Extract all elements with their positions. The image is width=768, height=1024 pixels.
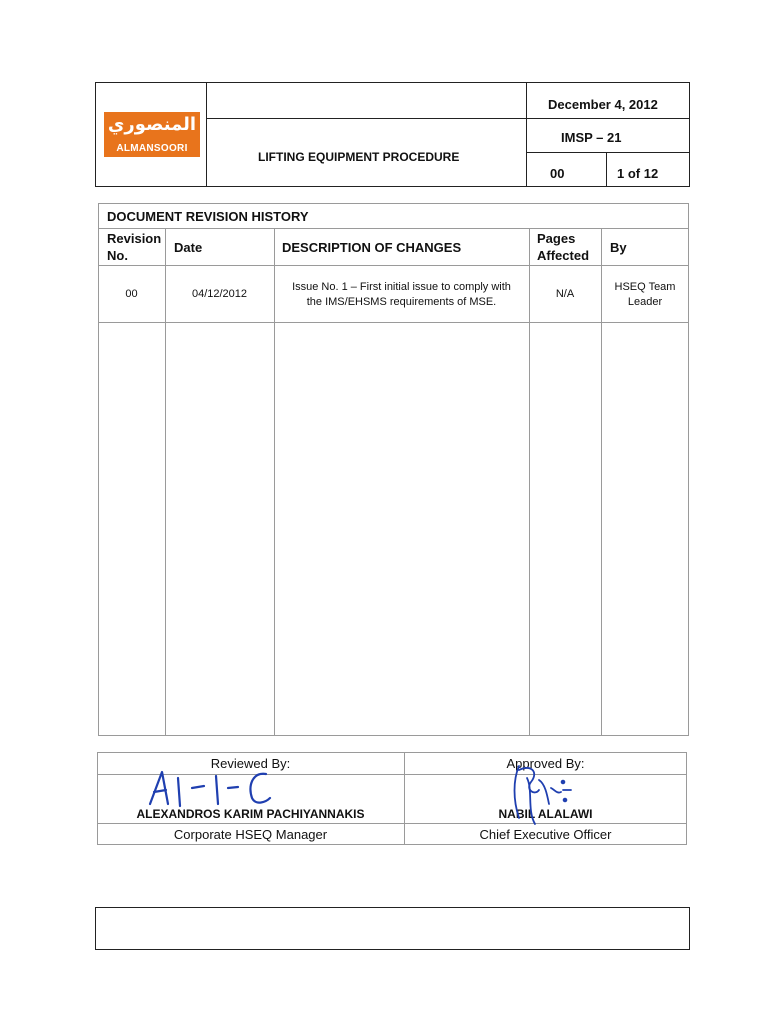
signature-divider: [97, 823, 687, 824]
footer-box: [95, 907, 690, 950]
reviewer-signature: [140, 762, 280, 812]
header-divider: [206, 118, 690, 119]
revision-history-title: DOCUMENT REVISION HISTORY: [107, 209, 309, 224]
logo-english-text: ALMANSOORI: [116, 143, 188, 154]
cell-date: 04/12/2012: [191, 288, 248, 300]
reviewer-title: Corporate HSEQ Manager: [173, 827, 328, 842]
cell-description: the IMS/EHSMS requirements of MSE.: [306, 296, 497, 308]
revision-number: 00: [550, 166, 565, 181]
approved-by-label: Approved By:: [506, 756, 585, 771]
column-header-date: Date: [174, 240, 203, 255]
company-logo: [104, 112, 200, 157]
reviewed-by-label: Reviewed By:: [210, 756, 291, 771]
document-date: December 4, 2012: [548, 97, 658, 112]
cell-by: HSEQ Team: [614, 281, 676, 293]
header-divider: [206, 82, 207, 187]
document-code: IMSP – 21: [561, 130, 622, 145]
approver-name: NABIL ALALAWI: [498, 807, 593, 821]
header-divider: [526, 82, 527, 187]
column-header-pages: Affected: [537, 248, 590, 263]
table-column-rule: [165, 228, 166, 736]
document-title: LIFTING EQUIPMENT PROCEDURE: [258, 150, 460, 164]
column-header-revision: Revision: [107, 231, 162, 246]
column-header-revision: No.: [107, 248, 128, 263]
approver-title: Chief Executive Officer: [479, 827, 612, 842]
cell-by: Leader: [627, 296, 663, 308]
table-column-rule: [529, 228, 530, 736]
column-header-pages: Pages: [537, 231, 576, 246]
logo-arabic-text: المنصوري: [107, 114, 197, 134]
approver-signature: [505, 760, 585, 830]
cell-description: Issue No. 1 – First initial issue to comply with: [292, 281, 511, 293]
header-divider: [606, 152, 607, 187]
cell-revision: 00: [125, 288, 138, 300]
cell-pages: N/A: [555, 288, 575, 300]
column-header-by: By: [610, 240, 627, 255]
reviewer-name: ALEXANDROS KARIM PACHIYANNAKIS: [136, 807, 365, 821]
page-number: 1 of 12: [617, 166, 659, 181]
header-divider: [526, 152, 690, 153]
column-header-description: DESCRIPTION OF CHANGES: [282, 240, 462, 255]
